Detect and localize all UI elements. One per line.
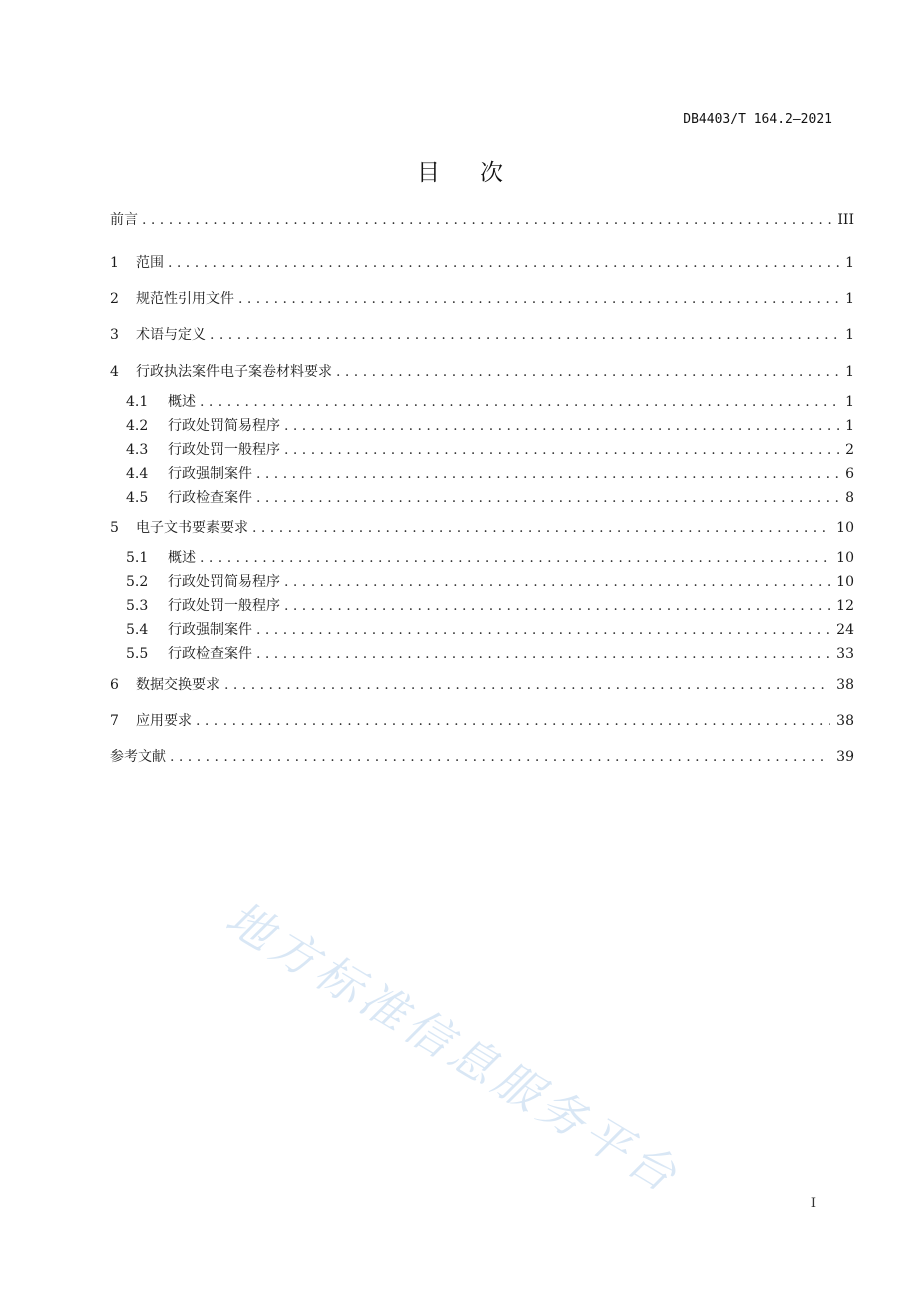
toc-entry-title: 术语与定义 bbox=[136, 327, 206, 343]
toc-entry-page: 12 bbox=[836, 598, 854, 614]
toc-entry-page: 1 bbox=[845, 255, 854, 271]
toc-dot-leader bbox=[256, 464, 839, 484]
toc-entry-number: 5.1 bbox=[126, 550, 149, 566]
toc-dot-leader bbox=[256, 620, 830, 640]
toc-entry-page: III bbox=[837, 212, 854, 228]
toc-entry-bibliography[interactable] bbox=[110, 747, 854, 767]
toc-entry-3[interactable] bbox=[110, 325, 854, 345]
toc-entry-title: 概述 bbox=[168, 550, 196, 566]
toc-entry-number: 5.2 bbox=[126, 574, 149, 590]
toc-entry-page: 24 bbox=[836, 622, 854, 638]
toc-entry-preface[interactable] bbox=[110, 210, 854, 230]
toc-entry-page: 39 bbox=[836, 749, 854, 765]
toc-dot-leader bbox=[252, 518, 830, 538]
toc-entry-page: 38 bbox=[836, 677, 854, 693]
toc-entry-page: 33 bbox=[836, 646, 854, 662]
toc-entry-page: 1 bbox=[845, 418, 854, 434]
toc-entry-number: 5 bbox=[110, 520, 119, 536]
toc-entry-number: 1 bbox=[110, 255, 119, 271]
toc-entry-number: 6 bbox=[110, 677, 119, 693]
toc-dot-leader bbox=[200, 548, 830, 568]
toc-entry-number: 4 bbox=[110, 364, 119, 380]
toc-entry-page: 2 bbox=[845, 442, 854, 458]
toc-entry-page: 38 bbox=[836, 713, 854, 729]
toc-entry-title: 行政处罚简易程序 bbox=[168, 574, 280, 590]
toc-dot-leader bbox=[284, 596, 830, 616]
toc-dot-leader bbox=[284, 416, 839, 436]
toc-entry-number: 4.1 bbox=[126, 394, 149, 410]
toc-entry-number: 4.2 bbox=[126, 418, 149, 434]
toc-entry-page: 8 bbox=[845, 490, 854, 506]
toc-entry-title: 行政处罚一般程序 bbox=[168, 598, 280, 614]
toc-entry-5-4[interactable] bbox=[126, 620, 854, 640]
toc-entry-5-3[interactable] bbox=[126, 596, 854, 616]
toc-entry-page: 1 bbox=[845, 394, 854, 410]
toc-entry-title: 数据交换要求 bbox=[136, 677, 220, 693]
toc-entry-title: 规范性引用文件 bbox=[136, 291, 234, 307]
toc-dot-leader bbox=[170, 747, 830, 767]
toc-entry-number: 7 bbox=[110, 713, 119, 729]
toc-entry-4-3[interactable] bbox=[126, 440, 854, 460]
toc-entry-4[interactable] bbox=[110, 362, 854, 382]
toc-dot-leader bbox=[200, 392, 839, 412]
toc-entry-number: 4.3 bbox=[126, 442, 149, 458]
toc-entry-title: 行政执法案件电子案卷材料要求 bbox=[136, 364, 332, 380]
toc-entry-page: 10 bbox=[836, 520, 854, 536]
toc-entry-title: 行政检查案件 bbox=[168, 490, 252, 506]
toc-entry-page: 10 bbox=[836, 550, 854, 566]
toc-dot-leader bbox=[336, 362, 839, 382]
toc-entry-page: 10 bbox=[836, 574, 854, 590]
toc-entry-4-5[interactable] bbox=[126, 488, 854, 508]
document-code: DB4403/T 164.2—2021 bbox=[683, 112, 832, 127]
toc-entry-title: 行政强制案件 bbox=[168, 466, 252, 482]
toc-dot-leader bbox=[168, 253, 839, 273]
toc-entry-title: 前言 bbox=[110, 212, 138, 228]
toc-entry-number: 5.4 bbox=[126, 622, 149, 638]
toc-entry-number: 3 bbox=[110, 327, 119, 343]
toc-entry-title: 应用要求 bbox=[136, 713, 192, 729]
toc-entry-5-1[interactable] bbox=[126, 548, 854, 568]
toc-entry-number: 4.4 bbox=[126, 466, 149, 482]
toc-dot-leader bbox=[256, 644, 830, 664]
toc-entry-2[interactable] bbox=[110, 289, 854, 309]
toc-entry-title: 行政处罚简易程序 bbox=[168, 418, 280, 434]
toc-dot-leader bbox=[256, 488, 839, 508]
toc-entry-page: 1 bbox=[845, 291, 854, 307]
page-title: 目次 bbox=[417, 160, 543, 186]
page-number: I bbox=[810, 1196, 816, 1211]
toc-entry-4-2[interactable] bbox=[126, 416, 854, 436]
toc-entry-5-2[interactable] bbox=[126, 572, 854, 592]
toc-dot-leader bbox=[196, 711, 830, 731]
toc-entry-number: 4.5 bbox=[126, 490, 149, 506]
toc-entry-title: 电子文书要素要求 bbox=[136, 520, 248, 536]
toc-entry-4-1[interactable] bbox=[126, 392, 854, 412]
toc-entry-page: 1 bbox=[845, 327, 854, 343]
toc-entry-1[interactable] bbox=[110, 253, 854, 273]
toc-entry-5[interactable] bbox=[110, 518, 854, 538]
toc-entry-7[interactable] bbox=[110, 711, 854, 731]
toc-dot-leader bbox=[238, 289, 839, 309]
toc-dot-leader bbox=[142, 210, 831, 230]
toc-entry-title: 范围 bbox=[136, 255, 164, 271]
toc-entry-number: 5.5 bbox=[126, 646, 149, 662]
toc-entry-page: 1 bbox=[845, 364, 854, 380]
toc-entry-title: 行政强制案件 bbox=[168, 622, 252, 638]
toc-dot-leader bbox=[224, 675, 830, 695]
toc-dot-leader bbox=[284, 440, 839, 460]
toc-entry-title: 行政处罚一般程序 bbox=[168, 442, 280, 458]
toc-dot-leader bbox=[210, 325, 839, 345]
toc-entry-title: 概述 bbox=[168, 394, 196, 410]
toc-entry-title: 参考文献 bbox=[110, 749, 166, 765]
toc-entry-5-5[interactable] bbox=[126, 644, 854, 664]
toc-entry-title: 行政检查案件 bbox=[168, 646, 252, 662]
toc-entry-page: 6 bbox=[845, 466, 854, 482]
toc-entry-number: 2 bbox=[110, 291, 119, 307]
watermark: 地方标准信息服务平台 bbox=[216, 890, 691, 1205]
toc-entry-4-4[interactable] bbox=[126, 464, 854, 484]
toc-dot-leader bbox=[284, 572, 830, 592]
toc-entry-6[interactable] bbox=[110, 675, 854, 695]
toc-entry-number: 5.3 bbox=[126, 598, 149, 614]
